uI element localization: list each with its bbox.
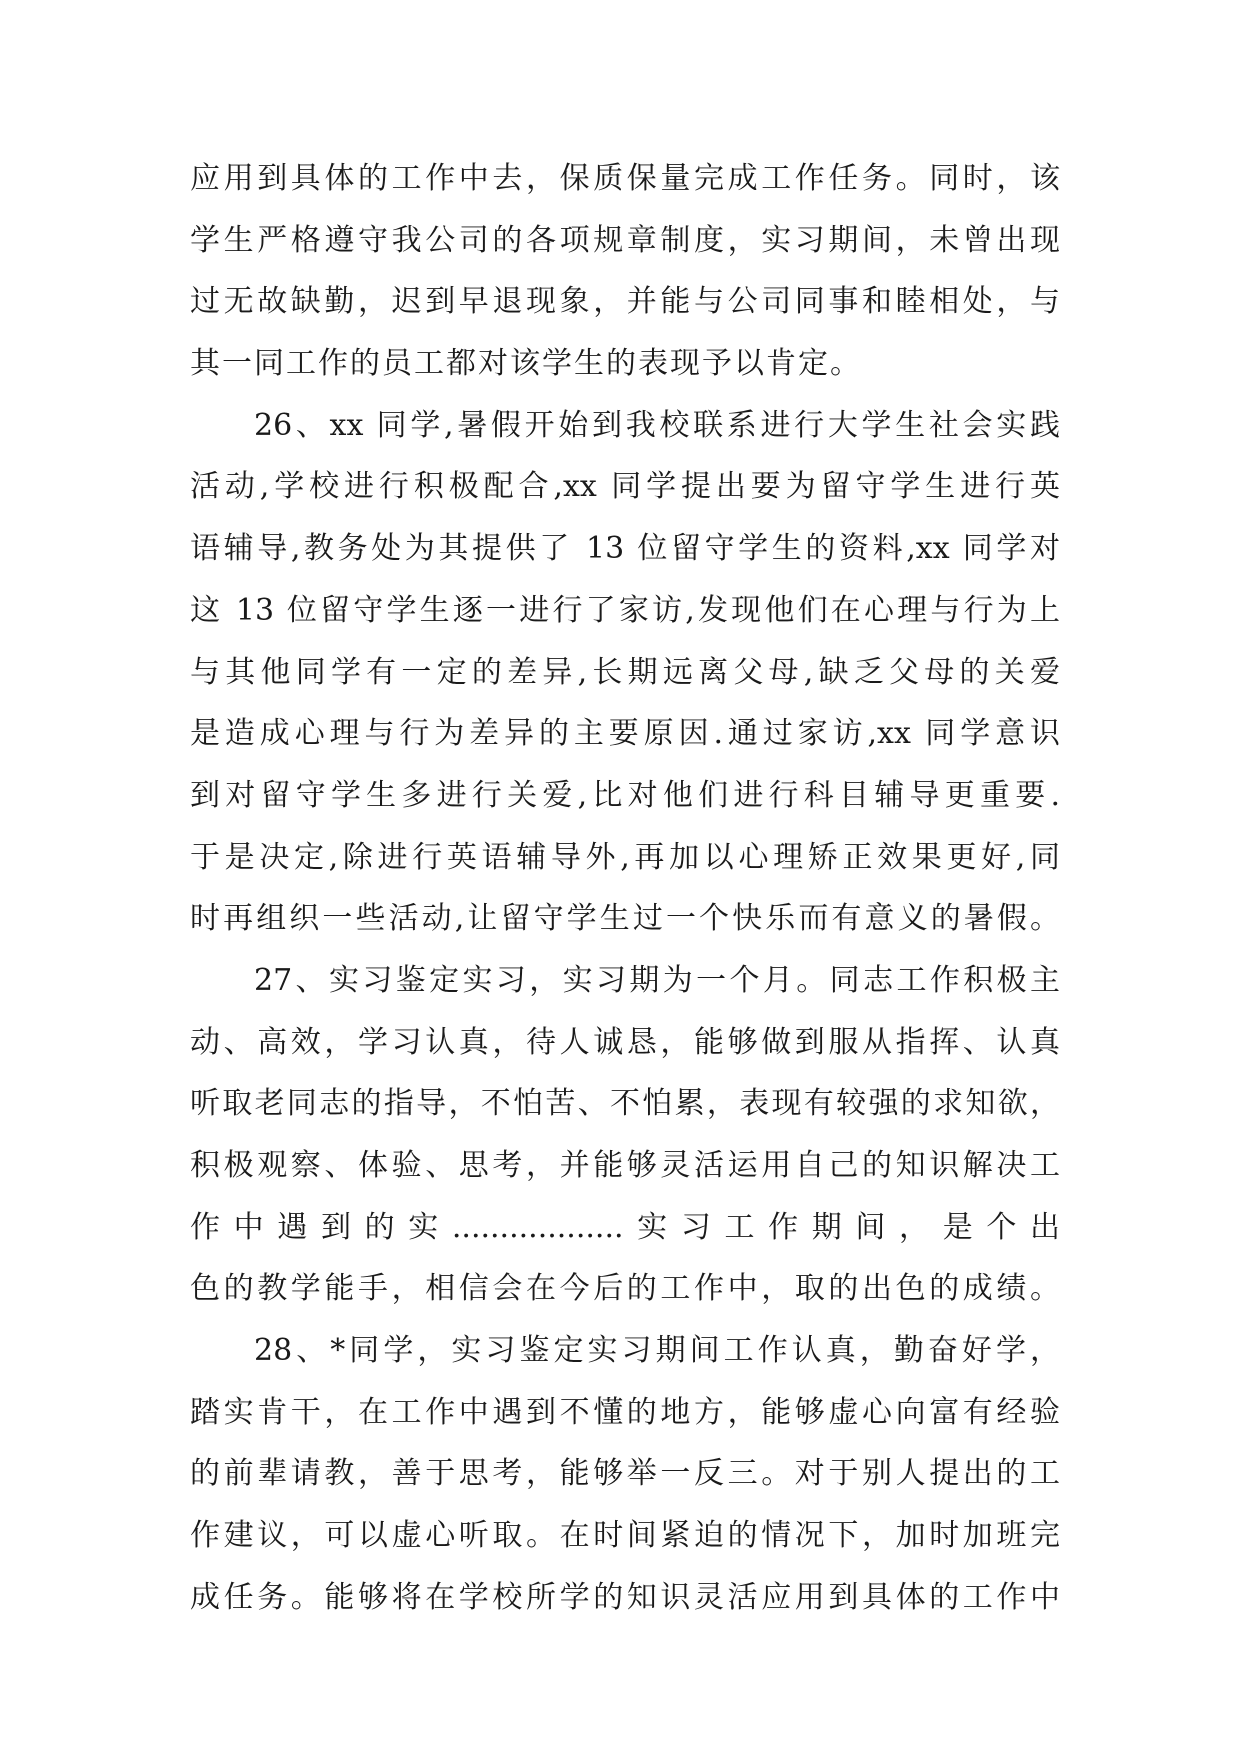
text-line: 作中遇到的实..................实习工作期间，是个出 xyxy=(190,1209,1060,1245)
text-line: 学生严格遵守我公司的各项规章制度，实习期间，未曾出现 xyxy=(190,222,1060,258)
document-body xyxy=(190,148,1060,1629)
paragraph-start-27: 27、实习鉴定实习，实习期为一个月。同志工作积极主 xyxy=(254,962,1060,998)
text-line: 于是决定,除进行英语辅导外,再加以心理矫正效果更好,同 xyxy=(190,839,1060,875)
text-line: 踏实肯干，在工作中遇到不懂的地方，能够虚心向富有经验 xyxy=(190,1394,1060,1430)
text-line: 这 13 位留守学生逐一进行了家访,发现他们在心理与行为上 xyxy=(190,592,1060,628)
text-line: 成任务。能够将在学校所学的知识灵活应用到具体的工作中 xyxy=(190,1579,1060,1615)
text-line: 与其他同学有一定的差异,长期远离父母,缺乏父母的关爱 xyxy=(190,654,1060,690)
paragraph-start-26: 26、xx 同学,暑假开始到我校联系进行大学生社会实践 xyxy=(254,407,1060,443)
text-line: 到对留守学生多进行关爱,比对他们进行科目辅导更重要. xyxy=(190,777,1060,813)
text-line: 听取老同志的指导，不怕苦、不怕累，表现有较强的求知欲， xyxy=(190,1086,1060,1122)
text-line: 动、高效，学习认真，待人诚恳，能够做到服从指挥、认真 xyxy=(190,1024,1060,1060)
text-line: 作建议，可以虚心听取。在时间紧迫的情况下，加时加班完 xyxy=(190,1518,1060,1554)
text-line: 的前辈请教，善于思考，能够举一反三。对于别人提出的工 xyxy=(190,1456,1060,1492)
paragraph-start-28: 28、*同学，实习鉴定实习期间工作认真，勤奋好学， xyxy=(254,1333,1060,1369)
text-line: 其一同工作的员工都对该学生的表现予以肯定。 xyxy=(190,346,862,382)
text-line: 过无故缺勤，迟到早退现象，并能与公司同事和睦相处，与 xyxy=(190,284,1060,320)
text-line: 活动,学校进行积极配合,xx 同学提出要为留守学生进行英 xyxy=(190,469,1060,505)
text-line: 色的教学能手，相信会在今后的工作中，取的出色的成绩。 xyxy=(190,1271,1060,1307)
text-line: 是造成心理与行为差异的主要原因.通过家访,xx 同学意识 xyxy=(190,716,1060,752)
text-line: 应用到具体的工作中去，保质保量完成工作任务。同时，该 xyxy=(190,161,1060,196)
text-line: 积极观察、体验、思考，并能够灵活运用自己的知识解决工 xyxy=(190,1148,1060,1183)
text-line: 时再组织一些活动,让留守学生过一个快乐而有意义的暑假。 xyxy=(190,901,1060,937)
text-line: 语辅导,教务处为其提供了 13 位留守学生的资料,xx 同学对 xyxy=(190,531,1060,567)
